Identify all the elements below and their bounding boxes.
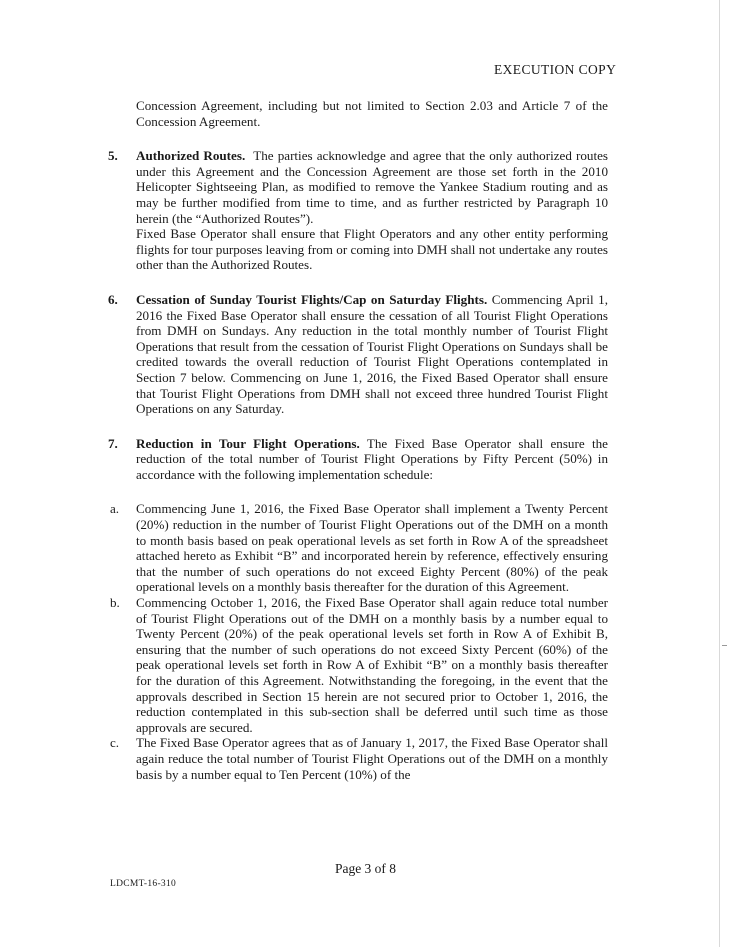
scan-mark — [722, 645, 727, 646]
document-body — [108, 98, 608, 782]
section-5 — [108, 148, 608, 273]
subsection-letter: c. — [110, 735, 120, 751]
section-text: The Fixed Base Operator shall ensure the reduction of the total number of Tourist Flight Operations by Fifty Percent (50%) in accordance with the following implementation schedule: — [136, 435, 608, 482]
section-heading: Reduction in Tour Flight Operations. — [136, 435, 360, 451]
subsection-b — [108, 595, 608, 735]
section-paragraph — [136, 148, 608, 226]
section-text: The parties acknowledge and agree that the only authorized routes under this Agreement and the Concession Agreement are those set forth in the 2010 Helicopter Sightseeing Plan, as modified to remove the Yankee Stadium routing and as may be further modified from time to time, and as further restricted by Paragraph 10 herein (the “Authorized Routes”). — [136, 148, 609, 226]
subsection-c — [108, 735, 608, 782]
subsection-letter: a. — [110, 501, 120, 517]
execution-copy-label: EXECUTION COPY — [494, 62, 617, 77]
section-heading: Cessation of Sunday Tourist Flights/Cap on Saturday Flights. — [136, 291, 488, 307]
section-number: 6. — [108, 291, 118, 307]
section-paragraph-2: Fixed Base Operator shall ensure that Flight Operators and any other entity performing flights for tour purposes leaving from or coming into DMH shall not undertake any routes other than the Authorized Routes. — [136, 226, 608, 273]
document-id: LDCMT-16-310 — [110, 879, 177, 889]
section-paragraph — [136, 292, 608, 417]
section-7 — [108, 436, 608, 483]
section-heading: Authorized Routes. — [136, 148, 246, 164]
scan-edge-line — [719, 0, 720, 947]
subsection-letter: b. — [110, 595, 120, 611]
page-number: Page 3 of 8 — [334, 861, 397, 876]
section-text: Commencing April 1, 2016 the Fixed Base Operator shall ensure the cessation of all Tourist Flight Operations from DMH on Sundays. Any reduction in the total monthly number of Tourist Flight Operations that result from the cessation of Tourist Flight Operations on Sundays shall be credited towards the overall reduction of Tourist Flight Operations contemplated in Section 7 below. Commencing on June 1, 2016, the Fixed Based Operator shall ensure that Tourist Flight Operations from DMH shall not exceed three hundred Tourist Flight Operations on any Saturday. — [136, 291, 608, 417]
continuation-paragraph: Concession Agreement, including but not limited to Section 2.03 and Article 7 of the Concession Agreement. — [136, 98, 608, 129]
subsection-text: Commencing October 1, 2016, the Fixed Base Operator shall again reduce total number of Tourist Flight Operations out of the DMH on a monthly basis by a number equal to Twenty Percent (20%) of the peak operational levels set forth in Row A of Exhibit B, ensuring that the number of such operations do not exceed Sixty Percent (60%) of the peak operational levels set forth in Row A of Exhibit “B” on a monthly basis thereafter for the duration of this Agreement. Notwithstanding the foregoing, in the event that the approvals described in Section 15 herein are not secured prior to October 1, 2016, the reduction contemplated in this sub-section shall be deferred until such time as those approvals are secured. — [136, 595, 608, 735]
subsection-a — [108, 501, 608, 595]
section-6 — [108, 292, 608, 417]
subsection-text: The Fixed Base Operator agrees that as of January 1, 2017, the Fixed Base Operator shall again reduce the total number of Tourist Flight Operations out of the DMH on a monthly basis by a number equal to Ten Percent (10%) of the — [136, 735, 608, 782]
section-paragraph — [136, 436, 608, 483]
subsection-text: Commencing June 1, 2016, the Fixed Base Operator shall implement a Twenty Percent (20%) reduction in the number of Tourist Flight Operations out of the DMH on a month to month basis based on peak operational levels as set forth in Row A of the spreadsheet attached hereto as Exhibit “B” and incorporated herein by reference, effectively ensuring that the number of such operations do not exceed Eighty Percent (80%) of the peak operational levels on a monthly basis thereafter for the duration of this Agreement. — [136, 501, 608, 595]
section-number: 5. — [108, 148, 118, 164]
section-number: 7. — [108, 435, 118, 451]
